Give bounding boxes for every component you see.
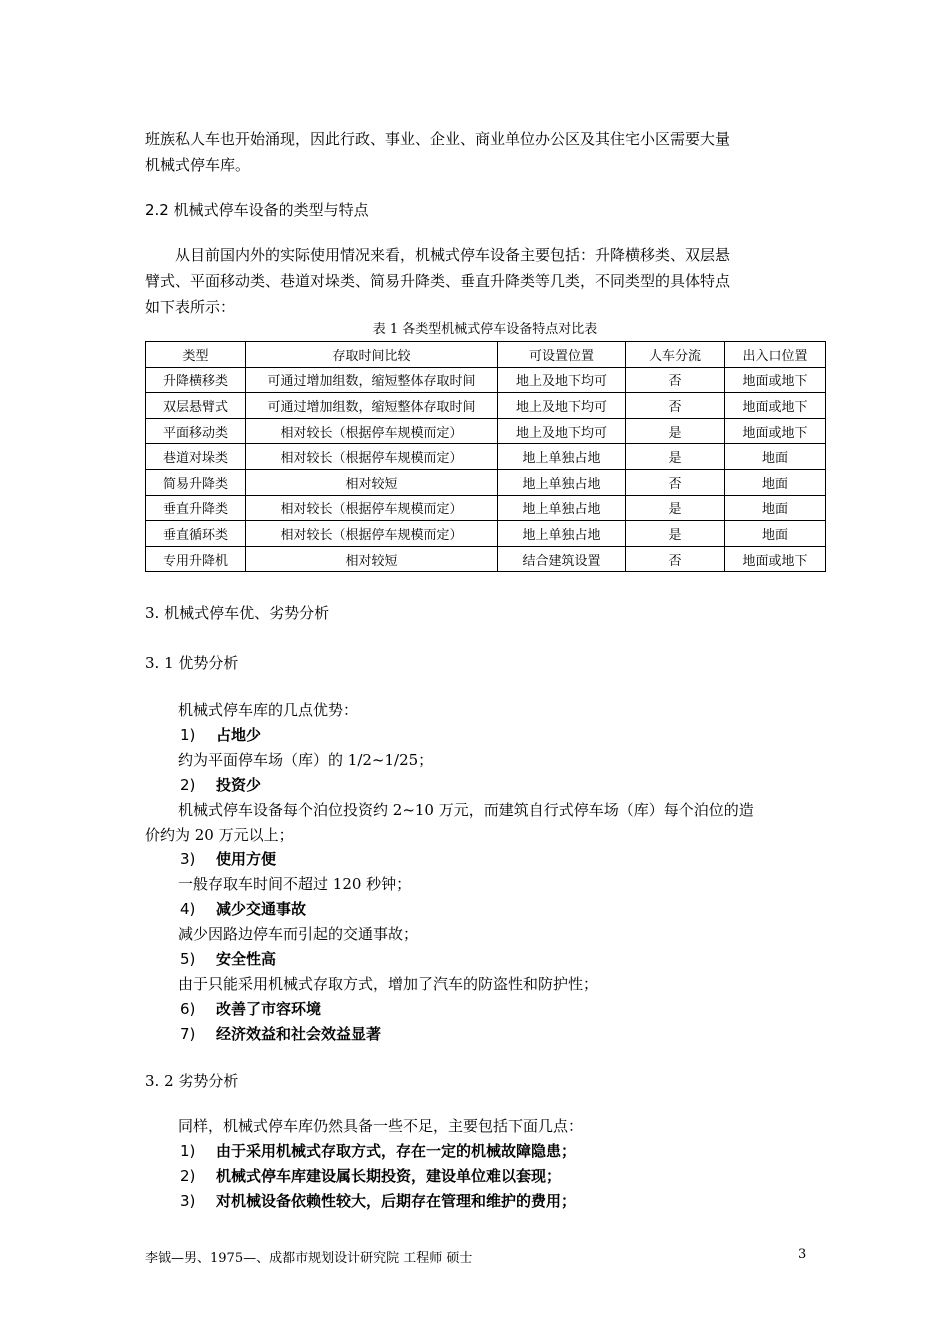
advantage-title: 投资少 — [216, 776, 262, 794]
intro-line-2: 机械式停车库。 — [145, 156, 251, 174]
table-cell: 否 — [626, 393, 725, 419]
list-number: 3) — [180, 850, 196, 868]
table-cell: 简易升降类 — [146, 469, 246, 495]
advantage-item-6 — [180, 996, 850, 1022]
table-cell: 否 — [626, 469, 725, 495]
intro-line-1: 班族私人车也开始涌现，因此行政、事业、企业、商业单位办公区及其住宅小区需要大量 — [145, 130, 731, 148]
table-cell: 升降横移类 — [146, 367, 246, 393]
advantage-desc-4: 减少因路边停车而引起的交通事故； — [178, 925, 419, 943]
table-header-cell: 类型 — [146, 342, 246, 368]
table-cell: 地上单独占地 — [498, 521, 626, 547]
list-number: 1) — [180, 1142, 196, 1160]
table-cell: 结合建筑设置 — [498, 546, 626, 572]
table-row — [146, 469, 826, 495]
table-cell: 地上单独占地 — [498, 495, 626, 521]
section-2-2-para-line-3: 如下表所示： — [145, 298, 236, 316]
table-cell: 相对较短 — [246, 469, 498, 495]
table-cell: 是 — [626, 444, 725, 470]
section-3-heading: 3. 机械式停车优、劣势分析 — [145, 604, 330, 622]
section-2-2-para-line-2: 臂式、平面移动类、巷道对垛类、简易升降类、垂直升降类等几类，不同类型的具体特点 — [145, 272, 731, 290]
table-header-cell: 出入口位置 — [725, 342, 826, 368]
advantage-item-7 — [180, 1021, 850, 1047]
table-cell: 地面或地下 — [725, 367, 826, 393]
table-cell: 地面 — [725, 495, 826, 521]
table-cell: 平面移动类 — [146, 418, 246, 444]
table-cell: 地上及地下均可 — [498, 367, 626, 393]
table-cell: 相对较长（根据停车规模而定） — [246, 418, 498, 444]
advantage-title: 改善了市容环境 — [216, 1000, 322, 1018]
advantage-item-5 — [180, 946, 850, 972]
table-cell: 巷道对垛类 — [146, 444, 246, 470]
advantage-title: 使用方便 — [216, 850, 277, 868]
table-cell: 垂直循环类 — [146, 521, 246, 547]
advantage-desc-2-line-2: 价约为 20 万元以上； — [145, 826, 294, 844]
list-number: 1) — [180, 726, 196, 744]
advantage-desc-1: 约为平面停车场（库）的 1/2~1/25； — [178, 751, 434, 769]
advantage-item-4 — [180, 896, 850, 922]
advantage-title: 减少交通事故 — [216, 900, 307, 918]
table-cell: 是 — [626, 495, 725, 521]
list-number: 2) — [180, 1167, 196, 1185]
table-cell: 否 — [626, 367, 725, 393]
table-cell: 可通过增加组数，缩短整体存取时间 — [246, 367, 498, 393]
table-header-cell: 人车分流 — [626, 342, 725, 368]
table-cell: 相对较长（根据停车规模而定） — [246, 444, 498, 470]
table-cell: 垂直升降类 — [146, 495, 246, 521]
section-2-2-heading: 2.2 机械式停车设备的类型与特点 — [145, 201, 369, 219]
footer-author: 李钺—男、1975—、成都市规划设计研究院 工程师 硕士 — [145, 1251, 473, 1266]
disadvantage-item-3 — [180, 1188, 850, 1214]
table-cell: 可通过增加组数，缩短整体存取时间 — [246, 393, 498, 419]
table-row — [146, 418, 826, 444]
advantage-item-3 — [180, 846, 850, 872]
section-3-2-intro: 同样，机械式停车库仍然具备一些不足，主要包括下面几点： — [178, 1117, 584, 1135]
advantage-item-2 — [180, 772, 850, 798]
table-header-cell: 存取时间比较 — [246, 342, 498, 368]
advantage-item-1 — [180, 722, 850, 748]
table-row — [146, 444, 826, 470]
table-cell: 地面 — [725, 469, 826, 495]
advantage-desc-3: 一般存取车时间不超过 120 秒钟； — [178, 875, 412, 893]
table-caption: 表 1 各类型机械式停车设备特点对比表 — [372, 322, 598, 337]
section-3-1-intro: 机械式停车库的几点优势： — [178, 701, 359, 719]
table-cell: 否 — [626, 546, 725, 572]
section-3-1-heading: 3. 1 优势分析 — [145, 654, 239, 672]
advantage-title: 安全性高 — [216, 950, 277, 968]
table-cell: 双层悬臂式 — [146, 393, 246, 419]
table-cell: 相对较长（根据停车规模而定） — [246, 521, 498, 547]
advantage-title: 占地少 — [216, 726, 262, 744]
table-cell: 地面或地下 — [725, 393, 826, 419]
disadvantage-text: 机械式停车库建设属长期投资，建设单位难以套现； — [216, 1167, 562, 1185]
table-cell: 地面或地下 — [725, 546, 826, 572]
list-number: 2) — [180, 776, 196, 794]
comparison-table — [145, 341, 826, 572]
advantage-title: 经济效益和社会效益显著 — [216, 1025, 382, 1043]
advantage-desc-2-line-1: 机械式停车设备每个泊位投资约 2~10 万元，而建筑自行式停车场（库）每个泊位的造 — [178, 801, 754, 819]
list-number: 4) — [180, 900, 196, 918]
table-header-cell: 可设置位置 — [498, 342, 626, 368]
disadvantage-text: 由于采用机械式存取方式，存在一定的机械故障隐患； — [216, 1142, 577, 1160]
list-number: 3) — [180, 1192, 196, 1210]
list-number: 5) — [180, 950, 196, 968]
disadvantage-item-1 — [180, 1138, 850, 1164]
table-cell: 是 — [626, 521, 725, 547]
table-header-row — [146, 342, 826, 368]
table-cell: 地上及地下均可 — [498, 393, 626, 419]
table-row — [146, 393, 826, 419]
table-row — [146, 521, 826, 547]
disadvantage-item-2 — [180, 1163, 850, 1189]
table-cell: 地上单独占地 — [498, 444, 626, 470]
table-cell: 相对较短 — [246, 546, 498, 572]
table-row — [146, 546, 826, 572]
table-cell: 是 — [626, 418, 725, 444]
section-2-2-para-line-1: 从目前国内外的实际使用情况来看，机械式停车设备主要包括：升降横移类、双层悬 — [175, 246, 731, 264]
section-3-2-heading: 3. 2 劣势分析 — [145, 1072, 239, 1090]
advantage-desc-5: 由于只能采用机械式存取方式，增加了汽车的防盗性和防护性； — [178, 975, 599, 993]
table-cell: 地上及地下均可 — [498, 418, 626, 444]
table-cell: 相对较长（根据停车规模而定） — [246, 495, 498, 521]
table-cell: 地面或地下 — [725, 418, 826, 444]
table-row — [146, 367, 826, 393]
table-row — [146, 495, 826, 521]
table-cell: 地面 — [725, 444, 826, 470]
table-cell: 地上单独占地 — [498, 469, 626, 495]
page-number: 3 — [798, 1247, 807, 1262]
list-number: 7) — [180, 1025, 196, 1043]
table-cell: 专用升降机 — [146, 546, 246, 572]
table-cell: 地面 — [725, 521, 826, 547]
disadvantage-text: 对机械设备依赖性较大，后期存在管理和维护的费用； — [216, 1192, 577, 1210]
list-number: 6) — [180, 1000, 196, 1018]
